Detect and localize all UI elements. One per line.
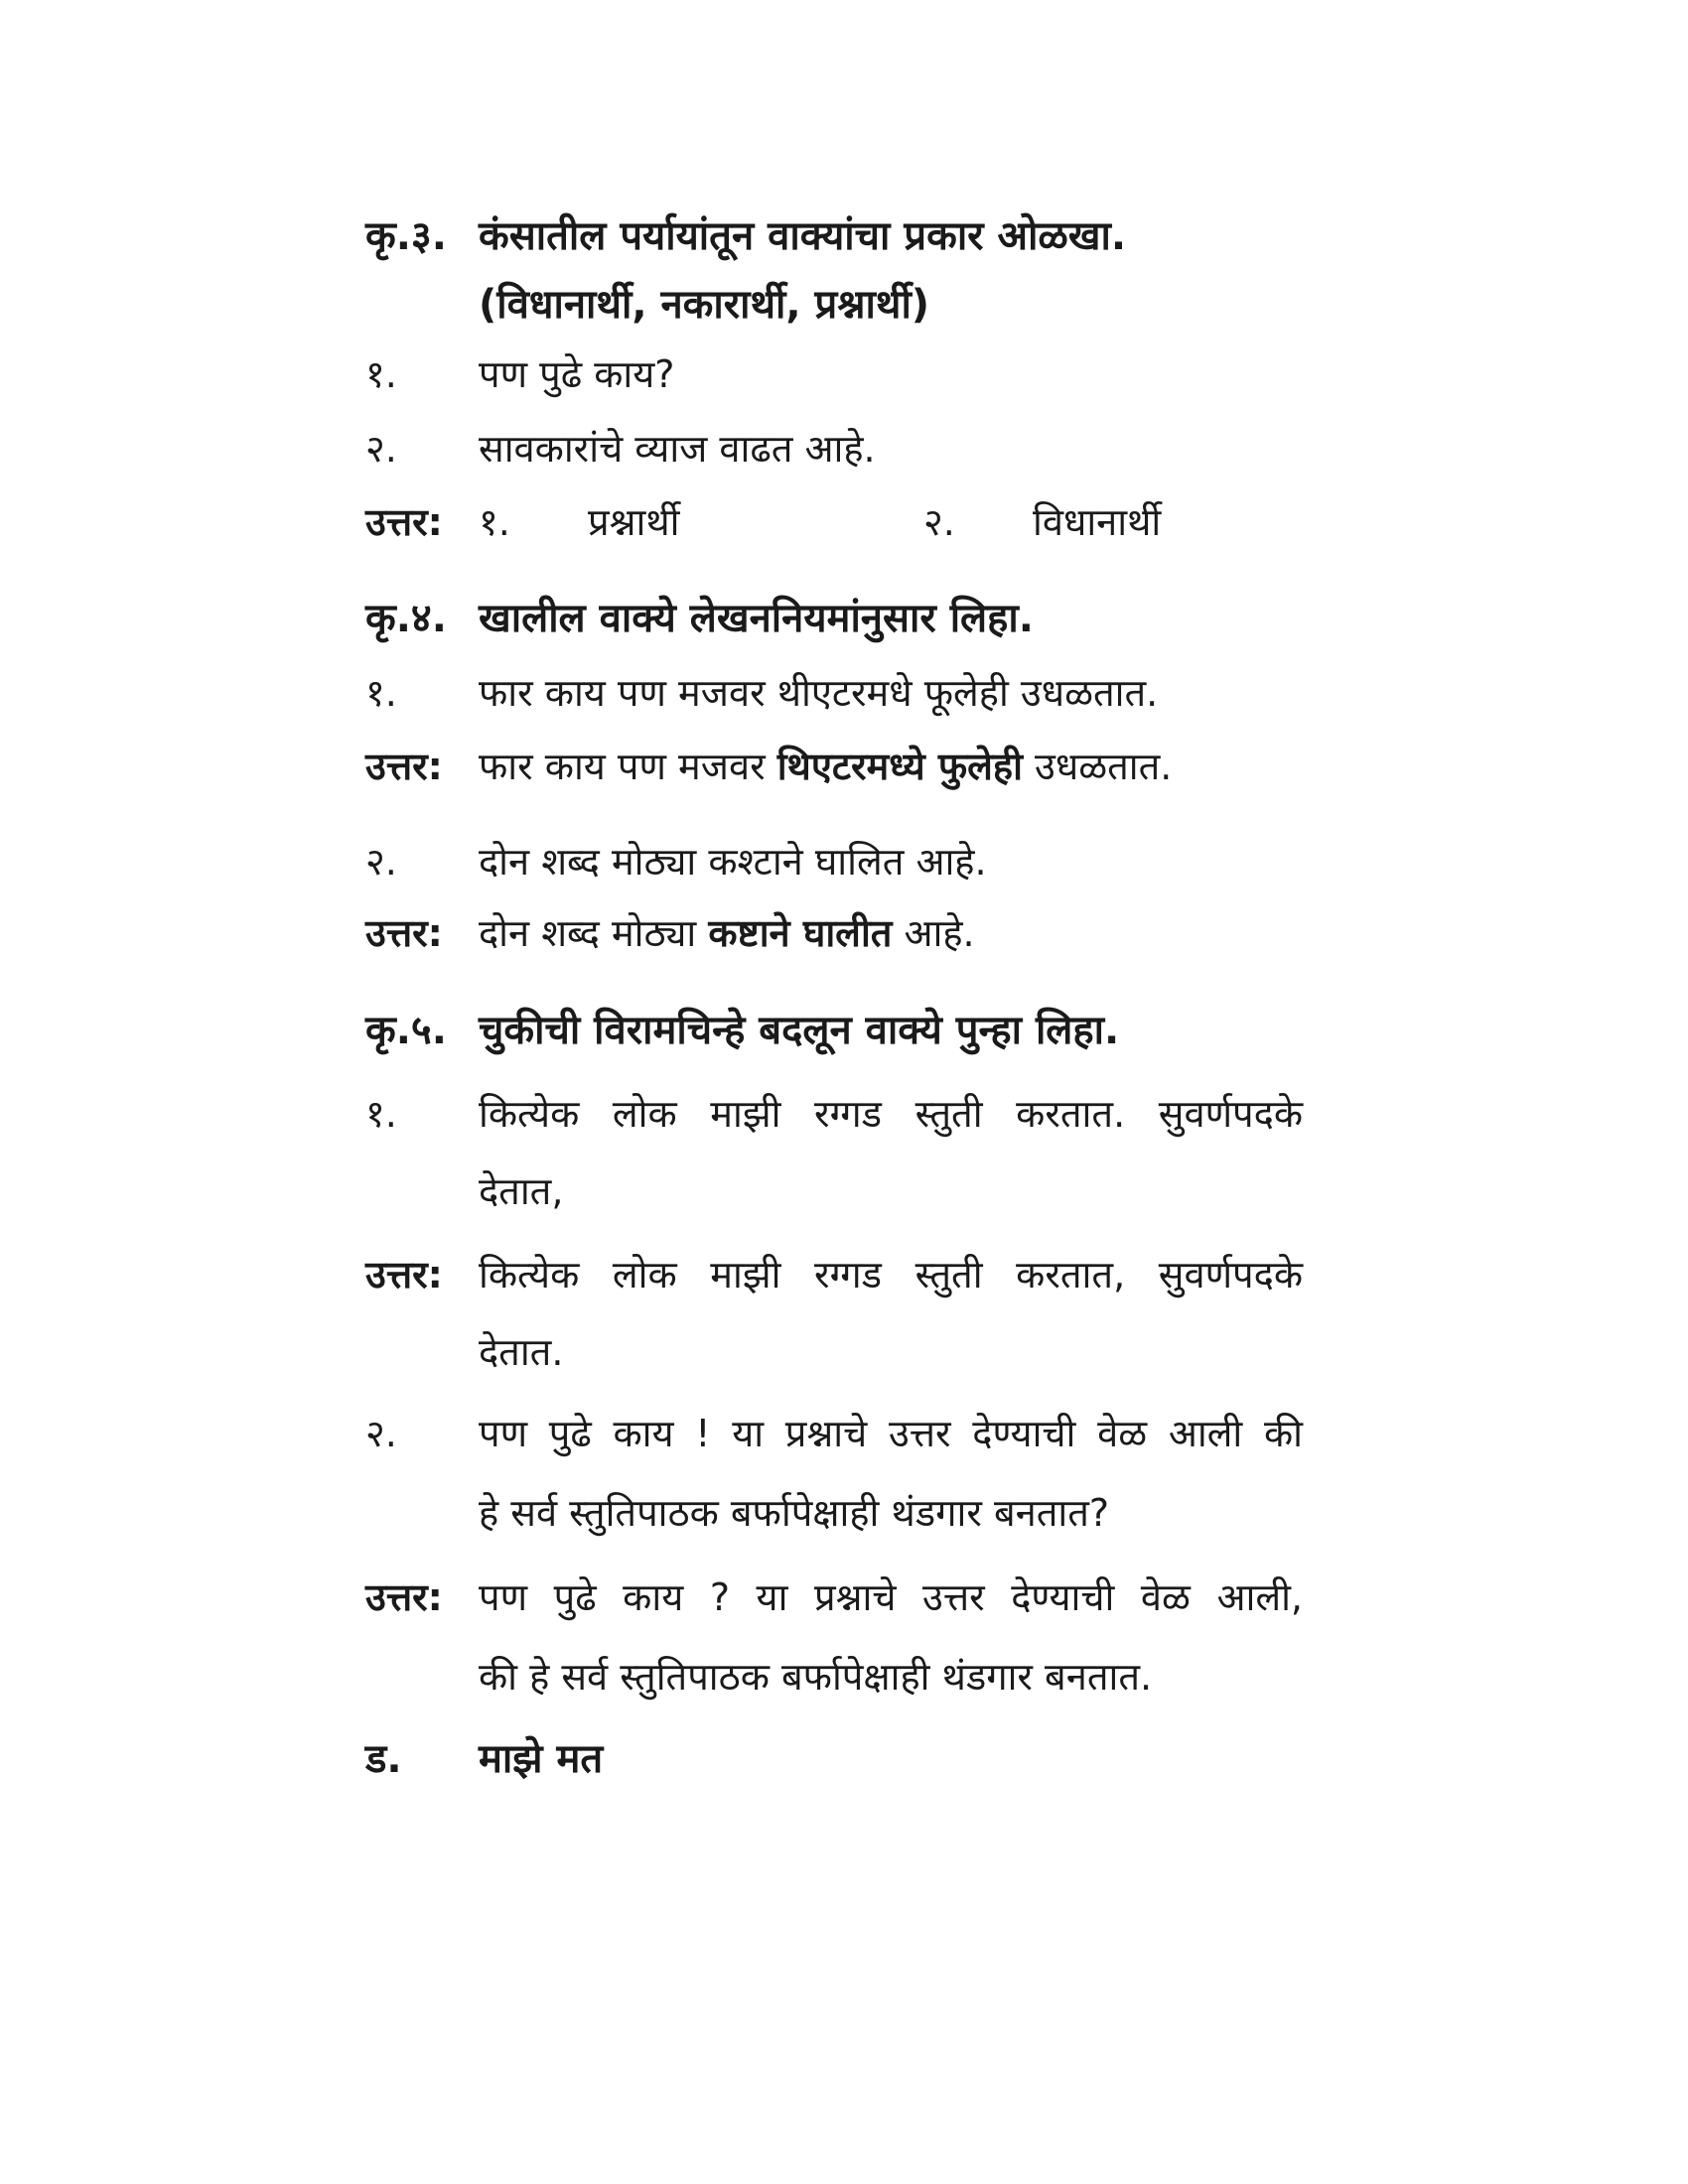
q4-title: खालील वाक्ये लेखननियमांनुसार लिहा. <box>479 596 1034 641</box>
q3-heading <box>0 202 1688 271</box>
q3-answer-label: उत्तर: <box>365 500 443 544</box>
q4-answer-1-pre: फार काय पण मजवर <box>479 745 777 788</box>
q5-answer-2-line-1: पण पुढे काय ? या प्रश्नाचे उत्तर देण्याची वेळ आली, <box>479 1575 1303 1619</box>
q3-item-2 <box>0 414 1688 483</box>
q4-item-1-num: १. <box>365 671 397 715</box>
q3-answer-value-2: विधानार्थी <box>1033 500 1162 544</box>
q4-answer-1-text <box>479 732 1172 801</box>
q5-answer-2-line-2: की हे सर्व स्तुतिपाठक बर्फापेक्षाही थंडगार बनतात. <box>479 1655 1153 1699</box>
q4-item-1 <box>0 658 1688 728</box>
q5-item-1 <box>0 1079 1688 1149</box>
q5-item-2 <box>0 1399 1688 1468</box>
q3-answer-value-1: प्रश्नार्थी <box>588 500 680 544</box>
q4-answer-2-text <box>479 898 975 968</box>
q5-item-1-num: १. <box>365 1092 397 1136</box>
q5-item-1-line-1: कित्येक लोक माझी रग्गड स्तुती करतात. सुवर्णपदके <box>479 1092 1303 1136</box>
q5-answer-2-label: उत्तर: <box>365 1575 443 1619</box>
section-d-title: माझे मत <box>479 1736 604 1782</box>
q5-answer-1-label: उत्तर: <box>365 1253 443 1297</box>
q4-answer-2-label: उत्तर: <box>365 911 443 955</box>
q4-answer-2 <box>0 898 1688 968</box>
q4-answer-1-label: उत्तर: <box>365 745 443 788</box>
q5-answer-2-cont <box>0 1642 1688 1711</box>
q3-options-text: (विधानार्थी, नकारार्थी, प्रश्नार्थी) <box>479 282 930 328</box>
q3-item-2-num: २. <box>365 427 397 471</box>
q5-item-1-cont <box>0 1157 1688 1226</box>
q5-item-1-line-2: देतात, <box>479 1169 564 1213</box>
q5-item-2-line-1: पण पुढे काय ! या प्रश्नाचे उत्तर देण्याची वेळ आली की <box>479 1412 1303 1455</box>
q3-item-1-text: पण पुढे काय? <box>479 352 675 396</box>
q3-answer-num-2: २. <box>923 500 955 544</box>
q5-item-2-num: २. <box>365 1412 397 1455</box>
q4-heading <box>0 584 1688 653</box>
q3-answer-num-1: १. <box>479 500 510 544</box>
q5-item-2-cont <box>0 1478 1688 1548</box>
q4-answer-1 <box>0 732 1688 801</box>
q5-heading <box>0 996 1688 1065</box>
q5-answer-1-line-1: कित्येक लोक माझी रग्गड स्तुती करतात, सुवर्णपदके <box>479 1253 1303 1297</box>
q3-answer <box>0 487 1688 557</box>
section-d-heading <box>0 1724 1688 1794</box>
q4-item-2 <box>0 827 1688 896</box>
q4-item-2-num: २. <box>365 840 397 884</box>
q3-item-1 <box>0 340 1688 409</box>
q3-label: कृ.३. <box>365 213 447 259</box>
q4-answer-2-pre: दोन शब्द मोठ्या <box>479 911 709 955</box>
q4-item-1-text: फार काय पण मजवर थीएटरमधे फूलेही उधळतात. <box>479 671 1159 715</box>
section-d-label: ड. <box>365 1736 402 1782</box>
q5-title: चुकीची विरामचिन्हे बदलून वाक्ये पुन्हा लिहा. <box>479 1008 1120 1053</box>
q3-title: कंसातील पर्यायांतून वाक्यांचा प्रकार ओळखा. <box>479 213 1127 259</box>
q4-answer-2-post: आहे. <box>892 911 975 955</box>
q5-answer-1-line-2: देतात. <box>479 1330 564 1374</box>
q5-item-2-line-2: हे सर्व स्तुतिपाठक बर्फापेक्षाही थंडगार बनतात? <box>479 1491 1110 1535</box>
q5-answer-1 <box>0 1240 1688 1309</box>
q4-label: कृ.४. <box>365 596 447 641</box>
q3-item-1-num: १. <box>365 352 397 396</box>
q5-answer-1-cont <box>0 1317 1688 1387</box>
q5-label: कृ.५. <box>365 1008 447 1053</box>
q3-options <box>0 270 1688 340</box>
q4-answer-2-correction: कष्टाने घालीत <box>708 911 893 955</box>
q3-item-2-text: सावकारांचे व्याज वाढत आहे. <box>479 427 876 471</box>
q4-answer-1-post: उधळतात. <box>1022 745 1173 788</box>
q5-answer-2 <box>0 1563 1688 1632</box>
q4-answer-1-correction: थिएटरमध्ये फुलेही <box>776 745 1023 788</box>
q4-item-2-text: दोन शब्द मोठ्या कश्टाने घालित आहे. <box>479 840 987 884</box>
